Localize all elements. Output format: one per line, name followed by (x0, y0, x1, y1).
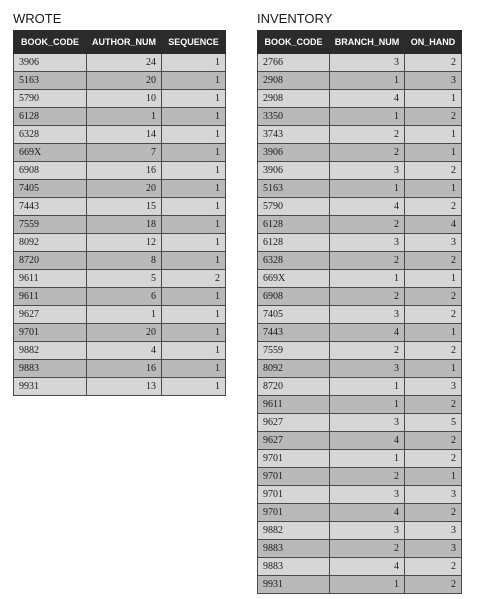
inventory-cell-branch-num: 3 (330, 522, 405, 540)
wrote-cell-sequence: 1 (162, 360, 226, 378)
inventory-cell-branch-num: 2 (330, 144, 405, 162)
inventory-cell-book-code: 9701 (258, 468, 330, 486)
inventory-cell-branch-num: 1 (330, 450, 405, 468)
inventory-cell-branch-num: 2 (330, 540, 405, 558)
inventory-cell-book-code: 5163 (258, 180, 330, 198)
inventory-table-header (258, 31, 462, 54)
inventory-table-row (258, 396, 462, 414)
wrote-cell-sequence: 1 (162, 216, 226, 234)
wrote-cell-author-num: 5 (87, 270, 162, 288)
inventory-cell-branch-num: 3 (330, 234, 405, 252)
inventory-cell-branch-num: 4 (330, 90, 405, 108)
inventory-cell-book-code: 2766 (258, 54, 330, 72)
inventory-cell-on-hand: 1 (405, 360, 462, 378)
inventory-cell-book-code: 3906 (258, 144, 330, 162)
inventory-cell-book-code: 6908 (258, 288, 330, 306)
wrote-table-row (14, 162, 226, 180)
inventory-cell-branch-num: 2 (330, 126, 405, 144)
inventory-cell-branch-num: 3 (330, 360, 405, 378)
wrote-cell-sequence: 1 (162, 324, 226, 342)
inventory-cell-book-code: 6128 (258, 216, 330, 234)
inventory-table (257, 30, 462, 594)
wrote-cell-book-code: 9882 (14, 342, 87, 360)
inventory-table-row (258, 522, 462, 540)
inventory-table-row (258, 288, 462, 306)
inventory-cell-book-code: 9883 (258, 540, 330, 558)
inventory-cell-on-hand: 2 (405, 396, 462, 414)
inventory-cell-branch-num: 3 (330, 414, 405, 432)
inventory-table-row (258, 378, 462, 396)
inventory-cell-branch-num: 1 (330, 72, 405, 90)
inventory-table-row (258, 234, 462, 252)
wrote-cell-book-code: 669X (14, 144, 87, 162)
wrote-cell-book-code: 9627 (14, 306, 87, 324)
wrote-cell-author-num: 24 (87, 54, 162, 72)
wrote-header-book-code: BOOK_CODE (14, 31, 87, 54)
inventory-cell-on-hand: 1 (405, 144, 462, 162)
wrote-cell-book-code: 8720 (14, 252, 87, 270)
inventory-cell-on-hand: 1 (405, 324, 462, 342)
wrote-cell-author-num: 6 (87, 288, 162, 306)
inventory-cell-book-code: 7559 (258, 342, 330, 360)
wrote-cell-book-code: 9611 (14, 270, 87, 288)
wrote-cell-author-num: 7 (87, 144, 162, 162)
inventory-cell-book-code: 6328 (258, 252, 330, 270)
wrote-cell-author-num: 13 (87, 378, 162, 396)
wrote-cell-sequence: 2 (162, 270, 226, 288)
wrote-cell-sequence: 1 (162, 180, 226, 198)
wrote-cell-book-code: 6328 (14, 126, 87, 144)
wrote-table-row (14, 234, 226, 252)
inventory-cell-book-code: 9701 (258, 486, 330, 504)
inventory-table-row (258, 162, 462, 180)
inventory-cell-book-code: 2908 (258, 72, 330, 90)
inventory-table-row (258, 252, 462, 270)
wrote-cell-sequence: 1 (162, 306, 226, 324)
inventory-cell-branch-num: 2 (330, 342, 405, 360)
wrote-table-row (14, 126, 226, 144)
wrote-cell-sequence: 1 (162, 54, 226, 72)
inventory-table-row (258, 414, 462, 432)
wrote-cell-author-num: 16 (87, 360, 162, 378)
wrote-cell-author-num: 10 (87, 90, 162, 108)
wrote-cell-author-num: 1 (87, 108, 162, 126)
wrote-header-author-num: AUTHOR_NUM (87, 31, 162, 54)
wrote-cell-sequence: 1 (162, 288, 226, 306)
inventory-cell-on-hand: 1 (405, 270, 462, 288)
wrote-table-row (14, 54, 226, 72)
wrote-cell-sequence: 1 (162, 126, 226, 144)
inventory-cell-on-hand: 2 (405, 108, 462, 126)
wrote-cell-sequence: 1 (162, 90, 226, 108)
inventory-cell-on-hand: 2 (405, 54, 462, 72)
wrote-cell-book-code: 6908 (14, 162, 87, 180)
inventory-header-book-code: BOOK_CODE (258, 31, 330, 54)
inventory-cell-on-hand: 3 (405, 522, 462, 540)
inventory-cell-book-code: 9627 (258, 414, 330, 432)
wrote-table-row (14, 216, 226, 234)
inventory-cell-branch-num: 4 (330, 432, 405, 450)
inventory-cell-on-hand: 2 (405, 288, 462, 306)
wrote-cell-book-code: 9931 (14, 378, 87, 396)
wrote-table (13, 30, 226, 396)
inventory-table-row (258, 450, 462, 468)
inventory-cell-branch-num: 2 (330, 288, 405, 306)
wrote-cell-book-code: 3906 (14, 54, 87, 72)
inventory-cell-on-hand: 2 (405, 198, 462, 216)
wrote-header-sequence: SEQUENCE (162, 31, 226, 54)
inventory-cell-on-hand: 3 (405, 486, 462, 504)
inventory-table-row (258, 540, 462, 558)
wrote-table-row (14, 306, 226, 324)
wrote-cell-sequence: 1 (162, 342, 226, 360)
inventory-cell-book-code: 3350 (258, 108, 330, 126)
inventory-cell-on-hand: 2 (405, 252, 462, 270)
wrote-cell-sequence: 1 (162, 162, 226, 180)
wrote-table-row (14, 72, 226, 90)
inventory-table-row (258, 360, 462, 378)
inventory-header-branch-num: BRANCH_NUM (330, 31, 405, 54)
inventory-table-row (258, 72, 462, 90)
wrote-cell-author-num: 12 (87, 234, 162, 252)
wrote-cell-author-num: 14 (87, 126, 162, 144)
wrote-table-row (14, 108, 226, 126)
wrote-table-body (14, 54, 226, 396)
inventory-cell-on-hand: 5 (405, 414, 462, 432)
wrote-cell-book-code: 5163 (14, 72, 87, 90)
wrote-table-row (14, 378, 226, 396)
inventory-table-row (258, 306, 462, 324)
inventory-cell-branch-num: 2 (330, 468, 405, 486)
inventory-cell-branch-num: 3 (330, 486, 405, 504)
inventory-cell-branch-num: 3 (330, 306, 405, 324)
inventory-cell-branch-num: 2 (330, 216, 405, 234)
wrote-cell-book-code: 9701 (14, 324, 87, 342)
wrote-cell-author-num: 20 (87, 180, 162, 198)
inventory-table-body (258, 54, 462, 594)
inventory-cell-on-hand: 2 (405, 306, 462, 324)
inventory-cell-branch-num: 4 (330, 324, 405, 342)
inventory-table-row (258, 558, 462, 576)
wrote-table-row (14, 270, 226, 288)
inventory-cell-branch-num: 1 (330, 576, 405, 594)
inventory-table-row (258, 270, 462, 288)
inventory-cell-on-hand: 2 (405, 432, 462, 450)
wrote-table-row (14, 198, 226, 216)
inventory-table-row (258, 54, 462, 72)
wrote-cell-sequence: 1 (162, 234, 226, 252)
wrote-cell-author-num: 15 (87, 198, 162, 216)
inventory-cell-branch-num: 1 (330, 270, 405, 288)
inventory-table-row (258, 108, 462, 126)
inventory-cell-on-hand: 1 (405, 180, 462, 198)
inventory-table-row (258, 144, 462, 162)
inventory-cell-on-hand: 3 (405, 72, 462, 90)
wrote-cell-book-code: 9883 (14, 360, 87, 378)
wrote-cell-book-code: 7559 (14, 216, 87, 234)
inventory-cell-on-hand: 1 (405, 90, 462, 108)
wrote-cell-sequence: 1 (162, 252, 226, 270)
wrote-table-row (14, 324, 226, 342)
wrote-title: WROTE (13, 11, 62, 26)
wrote-section (13, 10, 226, 396)
inventory-cell-branch-num: 4 (330, 198, 405, 216)
inventory-cell-book-code: 3743 (258, 126, 330, 144)
wrote-cell-book-code: 6128 (14, 108, 87, 126)
wrote-cell-book-code: 5790 (14, 90, 87, 108)
wrote-cell-author-num: 16 (87, 162, 162, 180)
wrote-table-row (14, 90, 226, 108)
inventory-cell-branch-num: 2 (330, 252, 405, 270)
inventory-cell-book-code: 9883 (258, 558, 330, 576)
inventory-cell-book-code: 8092 (258, 360, 330, 378)
wrote-table-row (14, 252, 226, 270)
inventory-cell-on-hand: 1 (405, 468, 462, 486)
inventory-table-row (258, 324, 462, 342)
wrote-cell-author-num: 20 (87, 72, 162, 90)
inventory-cell-on-hand: 1 (405, 126, 462, 144)
inventory-table-row (258, 342, 462, 360)
wrote-cell-book-code: 7405 (14, 180, 87, 198)
wrote-cell-sequence: 1 (162, 144, 226, 162)
inventory-cell-book-code: 9701 (258, 450, 330, 468)
wrote-cell-book-code: 9611 (14, 288, 87, 306)
wrote-table-row (14, 288, 226, 306)
wrote-cell-book-code: 7443 (14, 198, 87, 216)
inventory-table-row (258, 576, 462, 594)
inventory-cell-branch-num: 1 (330, 396, 405, 414)
wrote-cell-sequence: 1 (162, 198, 226, 216)
inventory-cell-branch-num: 3 (330, 54, 405, 72)
inventory-table-row (258, 90, 462, 108)
inventory-cell-on-hand: 3 (405, 234, 462, 252)
wrote-table-header (14, 31, 226, 54)
inventory-cell-branch-num: 1 (330, 108, 405, 126)
wrote-cell-author-num: 20 (87, 324, 162, 342)
inventory-cell-book-code: 9611 (258, 396, 330, 414)
inventory-cell-book-code: 3906 (258, 162, 330, 180)
wrote-cell-sequence: 1 (162, 108, 226, 126)
inventory-cell-branch-num: 3 (330, 162, 405, 180)
inventory-cell-on-hand: 2 (405, 162, 462, 180)
inventory-cell-branch-num: 4 (330, 558, 405, 576)
inventory-cell-on-hand: 2 (405, 342, 462, 360)
inventory-header-on-hand: ON_HAND (405, 31, 462, 54)
inventory-cell-on-hand: 3 (405, 540, 462, 558)
inventory-cell-book-code: 6128 (258, 234, 330, 252)
wrote-table-row (14, 360, 226, 378)
inventory-cell-branch-num: 1 (330, 378, 405, 396)
inventory-cell-book-code: 669X (258, 270, 330, 288)
inventory-cell-branch-num: 4 (330, 504, 405, 522)
inventory-cell-on-hand: 2 (405, 450, 462, 468)
inventory-title: INVENTORY (257, 11, 333, 26)
inventory-table-row (258, 180, 462, 198)
wrote-cell-author-num: 8 (87, 252, 162, 270)
inventory-section (257, 10, 462, 594)
inventory-cell-book-code: 8720 (258, 378, 330, 396)
inventory-cell-book-code: 5790 (258, 198, 330, 216)
inventory-cell-book-code: 9931 (258, 576, 330, 594)
inventory-cell-on-hand: 2 (405, 558, 462, 576)
inventory-cell-book-code: 7443 (258, 324, 330, 342)
inventory-table-row (258, 468, 462, 486)
inventory-cell-on-hand: 3 (405, 378, 462, 396)
inventory-table-row (258, 486, 462, 504)
wrote-table-row (14, 144, 226, 162)
inventory-table-row (258, 504, 462, 522)
inventory-table-row (258, 216, 462, 234)
wrote-cell-sequence: 1 (162, 72, 226, 90)
inventory-cell-book-code: 7405 (258, 306, 330, 324)
wrote-cell-sequence: 1 (162, 378, 226, 396)
inventory-cell-book-code: 2908 (258, 90, 330, 108)
wrote-cell-author-num: 1 (87, 306, 162, 324)
wrote-table-row (14, 180, 226, 198)
inventory-cell-on-hand: 2 (405, 576, 462, 594)
inventory-cell-book-code: 9882 (258, 522, 330, 540)
inventory-cell-book-code: 9701 (258, 504, 330, 522)
wrote-cell-author-num: 4 (87, 342, 162, 360)
wrote-table-row (14, 342, 226, 360)
inventory-table-row (258, 198, 462, 216)
wrote-cell-book-code: 8092 (14, 234, 87, 252)
inventory-cell-on-hand: 2 (405, 504, 462, 522)
wrote-cell-author-num: 18 (87, 216, 162, 234)
inventory-cell-branch-num: 1 (330, 180, 405, 198)
inventory-table-row (258, 126, 462, 144)
inventory-cell-on-hand: 4 (405, 216, 462, 234)
inventory-cell-book-code: 9627 (258, 432, 330, 450)
inventory-table-row (258, 432, 462, 450)
